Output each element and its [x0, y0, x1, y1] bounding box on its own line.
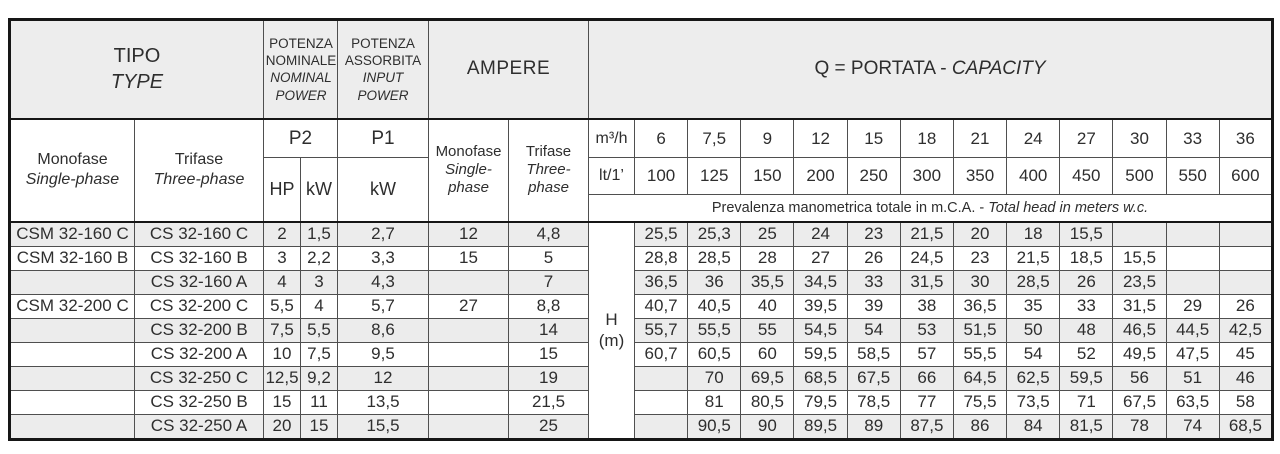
h-unit-label: (m) [598, 331, 625, 351]
head-value-cell: 64,5 [953, 366, 1006, 390]
head-value-cell: 50 [1007, 318, 1060, 342]
head-value-cell: 30 [953, 270, 1006, 294]
table-body [10, 222, 1273, 440]
head-value-cell: 35,5 [741, 270, 794, 294]
head-value-cell: 36 [688, 270, 741, 294]
model-mono-cell [10, 390, 135, 414]
amp-mono-cell: 12 [429, 222, 509, 247]
header-ampere-trifase [509, 119, 589, 222]
head-value-cell: 23 [847, 222, 900, 247]
head-value-cell: 31,5 [1113, 294, 1166, 318]
head-value-cell: 46 [1219, 366, 1272, 390]
header-ampere: AMPERE [429, 20, 589, 119]
header-p1: P1 [338, 119, 429, 158]
head-value-cell: 57 [900, 342, 953, 366]
input-power-en: INPUT POWER [357, 70, 409, 103]
head-value-cell: 73,5 [1007, 390, 1060, 414]
amp-mono-en1: Single- [445, 161, 492, 179]
head-note-en: Total head in meters w.c. [988, 199, 1149, 216]
head-value-cell: 21,5 [900, 222, 953, 247]
model-mono-cell: CSM 32-200 C [10, 294, 135, 318]
head-value-cell: 36,5 [953, 294, 1006, 318]
head-value-cell: 59,5 [794, 342, 847, 366]
head-value-cell: 68,5 [1219, 414, 1272, 439]
head-value-cell: 54 [847, 318, 900, 342]
head-value-cell: 55,7 [635, 318, 688, 342]
hp-cell: 20 [264, 414, 301, 439]
head-value-cell: 58,5 [847, 342, 900, 366]
p1-cell: 9,5 [338, 342, 429, 366]
head-value-cell: 81,5 [1060, 414, 1113, 439]
head-value-cell: 40,7 [635, 294, 688, 318]
head-value-cell: 18 [1007, 222, 1060, 247]
amp-tri-cell: 8,8 [509, 294, 589, 318]
head-value-cell: 59,5 [1060, 366, 1113, 390]
kw-cell: 9,2 [301, 366, 338, 390]
h-meters-label [589, 222, 635, 440]
head-value-cell: 60,7 [635, 342, 688, 366]
head-value-cell [635, 390, 688, 414]
head-value-cell [1166, 222, 1219, 247]
amp-tri-cell: 5 [509, 246, 589, 270]
amp-mono-cell: 15 [429, 246, 509, 270]
hp-cell: 12,5 [264, 366, 301, 390]
kw-cell: 15 [301, 414, 338, 439]
pump-spec-table [8, 18, 1274, 441]
amp-mono-cell [429, 366, 509, 390]
head-value-cell: 26 [847, 246, 900, 270]
p1-cell: 2,7 [338, 222, 429, 247]
head-value-cell [1219, 222, 1272, 247]
head-value-cell: 74 [1166, 414, 1219, 439]
header-trifase [135, 119, 264, 222]
head-value-cell [1166, 246, 1219, 270]
model-mono-cell [10, 318, 135, 342]
amp-mono-cell [429, 270, 509, 294]
table-row [10, 366, 1273, 390]
flow-lt-value: 250 [847, 158, 900, 195]
table-row [10, 390, 1273, 414]
head-value-cell: 54,5 [794, 318, 847, 342]
head-value-cell: 75,5 [953, 390, 1006, 414]
model-tri-cell: CS 32-160 A [135, 270, 264, 294]
p1-cell: 13,5 [338, 390, 429, 414]
head-value-cell: 24,5 [900, 246, 953, 270]
model-mono-cell: CSM 32-160 C [10, 222, 135, 247]
flow-lt-value: 500 [1113, 158, 1166, 195]
model-tri-cell: CS 32-200 A [135, 342, 264, 366]
head-value-cell: 84 [1007, 414, 1060, 439]
flow-m3h-value: 7,5 [688, 119, 741, 158]
head-value-cell: 25 [741, 222, 794, 247]
hp-cell: 10 [264, 342, 301, 366]
flow-lt-value: 600 [1219, 158, 1272, 195]
hp-cell: 7,5 [264, 318, 301, 342]
flow-m3h-value: 36 [1219, 119, 1272, 158]
amp-tri-cell: 4,8 [509, 222, 589, 247]
head-value-cell: 42,5 [1219, 318, 1272, 342]
head-value-cell: 69,5 [741, 366, 794, 390]
flow-m3h-value: 6 [635, 119, 688, 158]
flow-m3h-value: 21 [953, 119, 1006, 158]
amp-mono-cell [429, 390, 509, 414]
table-row [10, 414, 1273, 439]
flow-m3h-value: 30 [1113, 119, 1166, 158]
header-ampere-monofase [429, 119, 509, 222]
head-value-cell: 39,5 [794, 294, 847, 318]
head-value-cell: 68,5 [794, 366, 847, 390]
head-value-cell: 51 [1166, 366, 1219, 390]
head-value-cell: 58 [1219, 390, 1272, 414]
amp-mono-cell: 27 [429, 294, 509, 318]
head-value-cell: 46,5 [1113, 318, 1166, 342]
head-value-cell: 28,5 [1007, 270, 1060, 294]
amp-mono-cell [429, 414, 509, 439]
table-row [10, 246, 1273, 270]
table-row [10, 342, 1273, 366]
header-p1-kw-unit: kW [338, 158, 429, 222]
head-value-cell: 21,5 [1007, 246, 1060, 270]
amp-tri-en1: Three- [526, 161, 571, 179]
head-value-cell: 66 [900, 366, 953, 390]
head-value-cell [1219, 246, 1272, 270]
head-value-cell: 80,5 [741, 390, 794, 414]
flow-m3h-value: 12 [794, 119, 847, 158]
flow-m3h-value: 27 [1060, 119, 1113, 158]
flow-m3h-value: 33 [1166, 119, 1219, 158]
hp-cell: 4 [264, 270, 301, 294]
head-value-cell [635, 414, 688, 439]
head-value-cell: 70 [688, 366, 741, 390]
flow-lt-value: 125 [688, 158, 741, 195]
head-value-cell: 49,5 [1113, 342, 1166, 366]
head-value-cell [1113, 222, 1166, 247]
head-value-cell: 89,5 [794, 414, 847, 439]
kw-cell: 1,5 [301, 222, 338, 247]
header-capacity [589, 20, 1273, 119]
head-value-cell: 28,5 [688, 246, 741, 270]
trifase-it: Trifase [174, 151, 224, 169]
head-value-cell: 71 [1060, 390, 1113, 414]
flow-lt-value: 550 [1166, 158, 1219, 195]
model-tri-cell: CS 32-200 B [135, 318, 264, 342]
head-value-cell: 29 [1166, 294, 1219, 318]
amp-mono-cell [429, 342, 509, 366]
flow-lt-value: 200 [794, 158, 847, 195]
header-input-power [338, 20, 429, 119]
flow-lt-value: 450 [1060, 158, 1113, 195]
kw-cell: 11 [301, 390, 338, 414]
amp-tri-cell: 25 [509, 414, 589, 439]
head-value-cell: 51,5 [953, 318, 1006, 342]
head-value-cell: 62,5 [1007, 366, 1060, 390]
header-monofase [10, 119, 135, 222]
table-row [10, 270, 1273, 294]
capacity-en: CAPACITY [951, 58, 1046, 80]
head-value-cell: 36,5 [635, 270, 688, 294]
head-value-cell: 33 [847, 270, 900, 294]
head-value-cell: 52 [1060, 342, 1113, 366]
amp-tri-it: Trifase [525, 143, 572, 161]
nominal-power-en: NOMINAL POWER [270, 70, 332, 103]
head-value-cell [1219, 270, 1272, 294]
head-value-cell: 56 [1113, 366, 1166, 390]
hp-cell: 5,5 [264, 294, 301, 318]
kw-cell: 4 [301, 294, 338, 318]
amp-tri-cell: 14 [509, 318, 589, 342]
head-value-cell: 25,5 [635, 222, 688, 247]
head-value-cell: 40,5 [688, 294, 741, 318]
p1-cell: 15,5 [338, 414, 429, 439]
p1-cell: 8,6 [338, 318, 429, 342]
table-row [10, 318, 1273, 342]
kw-cell: 3 [301, 270, 338, 294]
amp-tri-cell: 7 [509, 270, 589, 294]
head-value-cell: 20 [953, 222, 1006, 247]
model-mono-cell [10, 366, 135, 390]
head-value-cell: 81 [688, 390, 741, 414]
table-header [10, 20, 1273, 222]
header-type-it: TIPO [113, 45, 161, 68]
head-value-cell: 18,5 [1060, 246, 1113, 270]
head-value-cell: 48 [1060, 318, 1113, 342]
head-value-cell: 47,5 [1166, 342, 1219, 366]
model-mono-cell: CSM 32-160 B [10, 246, 135, 270]
p1-cell: 3,3 [338, 246, 429, 270]
flow-m3h-label: m³/h [589, 119, 635, 158]
head-value-cell: 60,5 [688, 342, 741, 366]
flow-lt-value: 350 [953, 158, 1006, 195]
amp-tri-cell: 19 [509, 366, 589, 390]
head-value-cell: 33 [1060, 294, 1113, 318]
head-value-cell: 44,5 [1166, 318, 1219, 342]
head-value-cell: 31,5 [900, 270, 953, 294]
head-value-cell: 87,5 [900, 414, 953, 439]
head-value-cell: 78,5 [847, 390, 900, 414]
flow-lt-value: 300 [900, 158, 953, 195]
head-value-cell: 55 [741, 318, 794, 342]
flow-m3h-value: 9 [741, 119, 794, 158]
head-value-cell: 55,5 [953, 342, 1006, 366]
head-value-cell: 39 [847, 294, 900, 318]
head-value-cell: 35 [1007, 294, 1060, 318]
amp-mono-en2: phase [448, 179, 489, 197]
head-value-cell: 45 [1219, 342, 1272, 366]
p1-cell: 5,7 [338, 294, 429, 318]
kw-cell: 2,2 [301, 246, 338, 270]
head-note-it: Prevalenza manometrica totale in m.C.A. - [711, 199, 989, 216]
head-value-cell: 28,8 [635, 246, 688, 270]
head-value-cell: 26 [1219, 294, 1272, 318]
head-value-cell [1166, 270, 1219, 294]
head-value-cell: 15,5 [1060, 222, 1113, 247]
p1-cell: 4,3 [338, 270, 429, 294]
capacity-it: Q = PORTATA - [814, 58, 952, 80]
head-value-cell: 53 [900, 318, 953, 342]
head-value-cell: 86 [953, 414, 1006, 439]
model-tri-cell: CS 32-250 C [135, 366, 264, 390]
head-value-cell: 78 [1113, 414, 1166, 439]
head-note [589, 194, 1273, 221]
head-value-cell: 23,5 [1113, 270, 1166, 294]
flow-m3h-value: 24 [1007, 119, 1060, 158]
head-value-cell: 25,3 [688, 222, 741, 247]
head-value-cell: 90 [741, 414, 794, 439]
model-tri-cell: CS 32-250 A [135, 414, 264, 439]
amp-tri-cell: 15 [509, 342, 589, 366]
hp-cell: 15 [264, 390, 301, 414]
nominal-power-it: POTENZA NOMINALE [265, 35, 337, 69]
head-value-cell: 89 [847, 414, 900, 439]
header-hp-unit: HP [264, 158, 301, 222]
model-mono-cell [10, 270, 135, 294]
head-value-cell: 67,5 [1113, 390, 1166, 414]
head-value-cell: 15,5 [1113, 246, 1166, 270]
amp-tri-cell: 21,5 [509, 390, 589, 414]
model-tri-cell: CS 32-160 C [135, 222, 264, 247]
flow-lt-value: 100 [635, 158, 688, 195]
header-nominal-power [264, 20, 338, 119]
head-value-cell: 34,5 [794, 270, 847, 294]
header-type-en: TYPE [110, 71, 164, 94]
header-p2: P2 [264, 119, 338, 158]
head-value-cell: 90,5 [688, 414, 741, 439]
head-value-cell: 77 [900, 390, 953, 414]
head-value-cell [635, 366, 688, 390]
head-value-cell: 27 [794, 246, 847, 270]
monofase-en: Single-phase [25, 171, 120, 189]
model-mono-cell [10, 342, 135, 366]
h-label: H [605, 310, 618, 330]
table-row [10, 222, 1273, 247]
head-value-cell: 55,5 [688, 318, 741, 342]
table-row [10, 294, 1273, 318]
flow-m3h-value: 18 [900, 119, 953, 158]
model-mono-cell [10, 414, 135, 439]
head-value-cell: 67,5 [847, 366, 900, 390]
head-value-cell: 24 [794, 222, 847, 247]
hp-cell: 3 [264, 246, 301, 270]
model-tri-cell: CS 32-250 B [135, 390, 264, 414]
kw-cell: 7,5 [301, 342, 338, 366]
head-value-cell: 23 [953, 246, 1006, 270]
flow-lt-value: 400 [1007, 158, 1060, 195]
model-tri-cell: CS 32-160 B [135, 246, 264, 270]
head-value-cell: 60 [741, 342, 794, 366]
head-value-cell: 26 [1060, 270, 1113, 294]
amp-mono-it: Monofase [435, 143, 502, 161]
amp-tri-en2: phase [528, 179, 569, 197]
head-value-cell: 40 [741, 294, 794, 318]
head-value-cell: 28 [741, 246, 794, 270]
p1-cell: 12 [338, 366, 429, 390]
amp-mono-cell [429, 318, 509, 342]
flow-lt-label: lt/1’ [589, 158, 635, 195]
header-type [10, 20, 264, 119]
trifase-en: Three-phase [153, 171, 245, 189]
header-kw-unit: kW [301, 158, 338, 222]
kw-cell: 5,5 [301, 318, 338, 342]
model-tri-cell: CS 32-200 C [135, 294, 264, 318]
flow-lt-value: 150 [741, 158, 794, 195]
head-value-cell: 79,5 [794, 390, 847, 414]
head-value-cell: 63,5 [1166, 390, 1219, 414]
monofase-it: Monofase [37, 151, 108, 169]
flow-m3h-value: 15 [847, 119, 900, 158]
head-value-cell: 38 [900, 294, 953, 318]
head-value-cell: 54 [1007, 342, 1060, 366]
input-power-it: POTENZA ASSORBITA [344, 35, 422, 69]
hp-cell: 2 [264, 222, 301, 247]
